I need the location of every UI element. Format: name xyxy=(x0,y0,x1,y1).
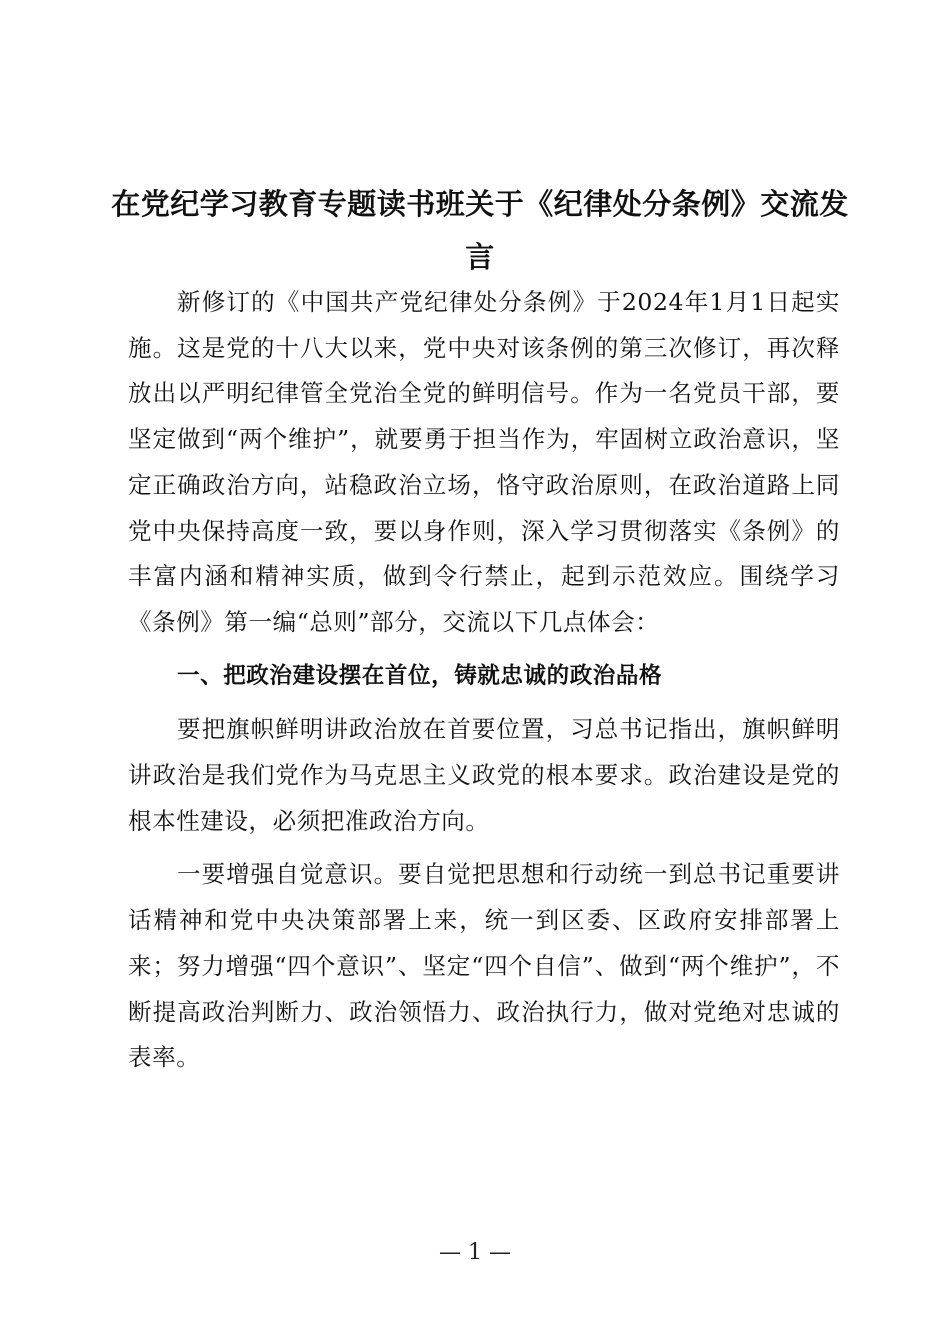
document-body xyxy=(128,280,840,1089)
intro-paragraph: 新修订的《中国共产党纪律处分条例》于2024年1月1日起实施。这是党的十八大以来，党中央对该条例的第三次修订，再次释放出以严明纪律管全党治全党的鲜明信号。作为一名党员干部，要坚定做到“两个维护”，就要勇于担当作为，牢固树立政治意识，坚定正确政治方向，站稳政治立场，恪守政治原则，在政治道路上同党中央保持高度一致，要以身作则，深入学习贯彻落实《条例》的丰富内涵和精神实质，做到令行禁止，起到示范效应。围绕学习《条例》第一编“总则”部分，交流以下几点体会： xyxy=(128,288,840,636)
page-number: — 1 — xyxy=(439,1240,511,1265)
document-title: 在党纪学习教育专题读书班关于《纪律处分条例》交流发言 xyxy=(111,187,849,274)
section-heading: 一、把政治建设摆在首位，铸就忠诚的政治品格 xyxy=(177,662,663,689)
body-paragraph: 要把旗帜鲜明讲政治放在首要位置，习总书记指出，旗帜鲜明讲政治是我们党作为马克思主义政党的根本要求。政治建设是党的根本性建设，必须把准政治方向。 xyxy=(128,715,840,835)
body-paragraph: 一要增强自觉意识。要自觉把思想和行动统一到总书记重要讲话精神和党中央决策部署上来，统一到区委、区政府安排部署上来；努力增强“四个意识”、坚定“四个自信”、做到“两个维护”，不断提高政治判断力、政治领悟力、政治执行力，做对党绝对忠诚的表率。 xyxy=(128,860,840,1072)
